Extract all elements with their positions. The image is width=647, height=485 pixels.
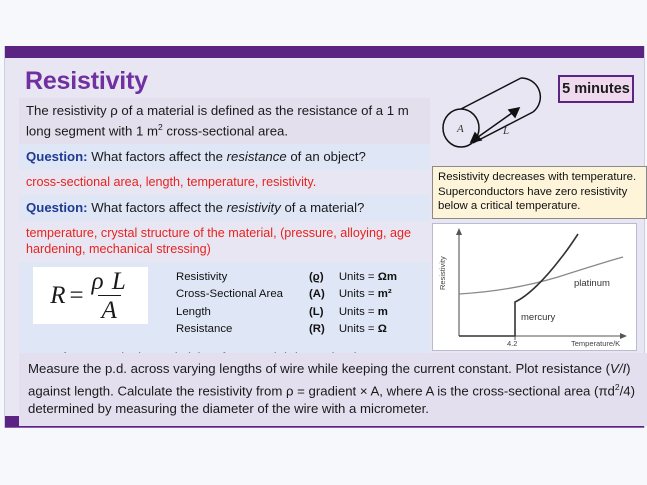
- final-answer-superscript: 2: [614, 382, 620, 392]
- note-box: [432, 166, 647, 219]
- mercury-curve: [459, 234, 578, 336]
- chart-x-tick-label: 4.2: [507, 339, 518, 348]
- quantity-units: [327, 288, 397, 303]
- units-label: Units =: [338, 305, 378, 318]
- quantity-units: [327, 271, 397, 286]
- question-1-text-before: What factors affect the: [87, 149, 227, 165]
- quantity-symbol: (R): [309, 322, 325, 335]
- chart-x-axis-label: Temperature/K: [571, 339, 621, 348]
- formula-equals: =: [69, 281, 84, 309]
- intro-superscript: 2: [157, 122, 163, 132]
- quantity-symbol: (L): [309, 305, 324, 318]
- formula-fraction: [88, 269, 131, 323]
- formula-denominator: A: [98, 295, 121, 323]
- length-arrow-head-top: [509, 108, 519, 117]
- intro-text-part1: The resistivity ρ of a material is defined as the resistance of a 1 m long segment with 1 m: [26, 103, 409, 139]
- quantity-name: Cross-Sectional Area: [176, 288, 283, 301]
- final-answer-part2: ) against length. Calculate the resistivity from ρ = gradient × A, where A is the cross-sectional area (πd: [28, 361, 631, 399]
- timer-badge: [558, 75, 634, 103]
- x-axis-arrowhead: [620, 333, 627, 339]
- units-label: Units =: [338, 288, 378, 301]
- final-answer-vi: V/I: [610, 361, 627, 376]
- quantity-name: Resistivity: [176, 271, 228, 284]
- note-line-3: below a critical temperature.: [438, 200, 581, 213]
- length-arrow-head-bottom: [471, 133, 481, 142]
- formula-numerator: ρ L: [91, 267, 127, 295]
- cylinder-diagram: [433, 64, 558, 156]
- table-row: [176, 271, 397, 286]
- question-1-label: Question:: [26, 149, 88, 165]
- quantity-units: [327, 323, 397, 338]
- question-2-emphasis: resistivity: [226, 200, 281, 216]
- cylinder-far-cap: [521, 78, 540, 112]
- note-line-2: Superconductors have zero resistivity: [438, 185, 628, 198]
- question-1-emphasis: resistance: [226, 149, 287, 165]
- y-axis-arrowhead: [456, 228, 462, 235]
- formula-lhs: R: [50, 281, 66, 309]
- question-1: [19, 144, 430, 170]
- left-column: [19, 64, 430, 371]
- chart-svg: [433, 224, 634, 348]
- question-2-text-after: of a material?: [280, 200, 365, 216]
- table-row: [176, 323, 397, 338]
- formula-section: [19, 262, 430, 344]
- length-label: L: [503, 125, 510, 137]
- final-answer-paragraph: [19, 353, 647, 426]
- platinum-series-label: platinum: [574, 278, 610, 289]
- chart-y-axis-label: Resistivity: [438, 256, 447, 290]
- area-label: A: [457, 123, 464, 135]
- units-value: Ωm: [377, 271, 398, 284]
- table-row: [176, 306, 397, 321]
- question-1-text-after: of an object?: [286, 149, 366, 165]
- cylinder-shape: [443, 78, 540, 147]
- formula-equation: [50, 269, 131, 323]
- slide: [4, 46, 645, 428]
- quantity-units: [327, 306, 397, 321]
- note-line-1: Resistivity decreases with temperature.: [438, 171, 637, 183]
- final-answer-part1: Measure the p.d. across varying lengths of wire while keeping the current constant. Plot resistance (: [28, 361, 611, 376]
- formula-box: [33, 267, 148, 324]
- timer-badge-label: 5 minutes: [562, 81, 630, 97]
- answer-2: temperature, crystal structure of the material, (pressure, alloying, age hardening, mechanical stressing): [26, 226, 411, 257]
- page-title: Resistivity: [25, 67, 148, 95]
- intro-paragraph: [19, 98, 430, 144]
- table-row: [176, 288, 397, 303]
- slide-top-accent-bar: [5, 46, 644, 58]
- question-2-label: Question:: [26, 200, 88, 216]
- cylinder-top-edge: [461, 78, 521, 109]
- units-value: m: [377, 305, 388, 318]
- intro-text-part2: cross-sectional area.: [162, 123, 289, 139]
- quantity-name: Resistance: [176, 322, 233, 335]
- quantity-name: Length: [176, 305, 211, 318]
- answer-1: cross-sectional area, length, temperature, resistivity.: [26, 175, 317, 190]
- final-answer-part3: /4) determined by measuring the diameter of the wire with a micrometer.: [28, 383, 636, 417]
- slide-content: [5, 58, 644, 417]
- quantity-symbol: (A): [309, 288, 325, 301]
- formula-legend-body: [176, 271, 397, 337]
- resistivity-temperature-chart: [432, 223, 637, 351]
- quantity-symbol: (ϱ): [309, 271, 324, 284]
- mercury-series-label: mercury: [521, 312, 556, 323]
- units-value: Ω: [377, 322, 387, 335]
- question-2-text-before: What factors affect the: [87, 200, 227, 216]
- units-label: Units =: [338, 322, 378, 335]
- units-value: m²: [377, 288, 392, 301]
- units-label: Units =: [338, 271, 378, 284]
- formula-legend-table: [174, 269, 399, 339]
- question-2: [19, 195, 430, 221]
